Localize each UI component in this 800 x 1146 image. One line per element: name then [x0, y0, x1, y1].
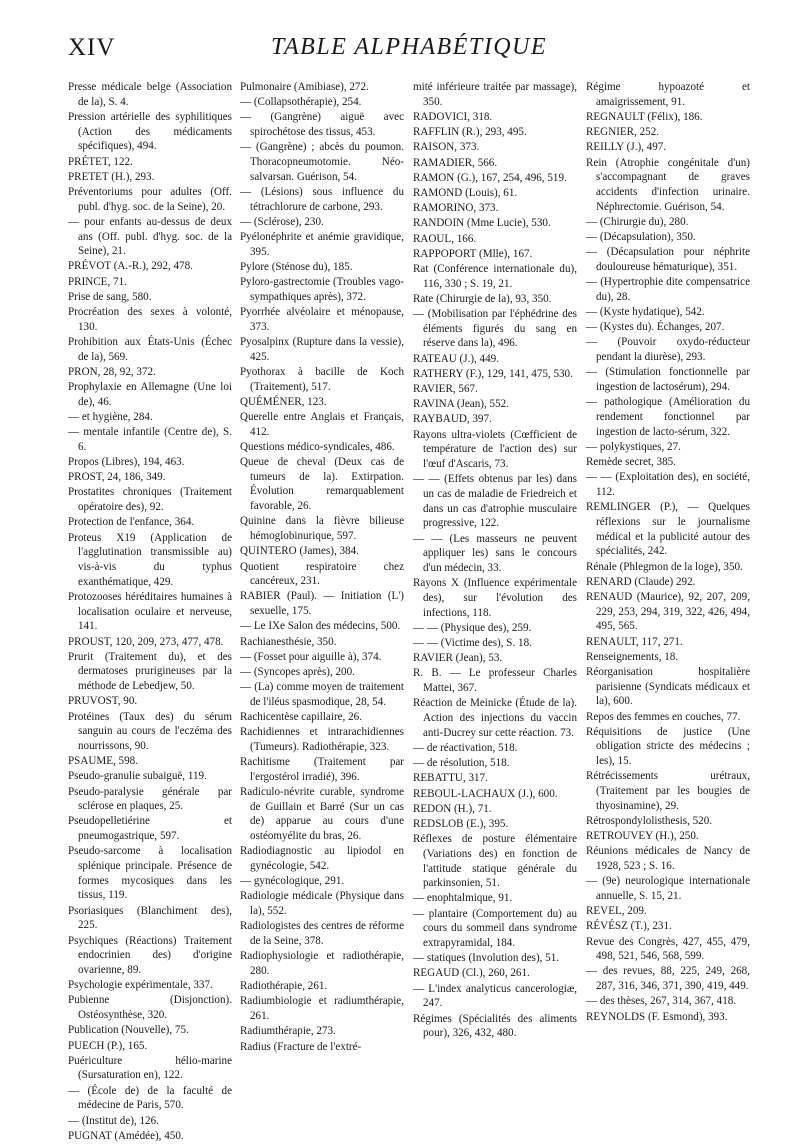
index-entry: Radiothérapie, 261. — [240, 980, 328, 993]
index-entry: REDON (H.), 71. — [413, 802, 492, 815]
index-entry: Radius (Fracture de l'extré- — [240, 1040, 362, 1053]
index-entry: Psoriasiques (Blanchiment des), 225. — [68, 904, 232, 932]
index-entry: Quotient respiratoire chez cancéreux, 231. — [240, 560, 404, 588]
index-entry: QUINTERO (James), 384. — [240, 545, 359, 558]
index-entry: — (9e) neurologique internationale annuelle, S. 15, 21. — [586, 875, 750, 902]
index-entry: Pyorrhée alvéolaire et ménopause, 373. — [240, 306, 404, 333]
index-entry: Revue des Congrès, 427, 455, 479, 498, 521, 546, 568, 599. — [586, 935, 750, 963]
index-entry: — (Gangrène) ; abcès du poumon. Thoracopneumotomie. Néo-salvarsan. Guérison, 54. — [240, 141, 404, 183]
index-entry: Questions médico-syndicales, 486. — [240, 440, 395, 453]
index-entry: — des revues, 88, 225, 249, 268, 287, 316, 346, 371, 390, 419, 449. — [586, 965, 750, 993]
index-entry: mité inférieure traitée par massage), 350. — [413, 81, 577, 108]
index-entry: RENARD (Claude) 292. — [586, 575, 696, 588]
index-entry: Querelle entre Anglais et Français, 412. — [240, 410, 404, 438]
index-entry: Psychiques (Réactions) Traitement endocrinien des) d'origine ovarienne, 89. — [68, 934, 232, 976]
index-entry: — des thèses, 267, 314, 367, 418. — [586, 995, 737, 1008]
index-column-4 — [586, 80, 750, 1025]
index-entry: RATEAU (J.), 449. — [413, 352, 499, 365]
index-entry: Procréation des sexes à volonté, 130. — [68, 306, 232, 333]
index-entry: RAMADIER, 566. — [413, 156, 498, 169]
index-entry: Rachicentèse capillaire, 26. — [240, 711, 362, 724]
index-entry: — — (Exploitation des), en société, 112. — [586, 471, 750, 498]
index-entry: REDSLOB (E.), 395. — [413, 817, 509, 830]
index-entry: Rein (Atrophie congénitale d'un) s'accompagnant de graves accidents d'infection urinaire. Néphrectomie. Guérison, 54. — [586, 156, 750, 213]
index-entry: PUGNAT (Amédée), 450. — [68, 1129, 184, 1142]
index-entry: RAPPOPORT (Mlle), 167. — [413, 247, 533, 260]
index-entry: RETROUVEY (H.), 250. — [586, 830, 699, 843]
index-entry: — (Pouvoir oxydo-réducteur pendant la diurèse), 293. — [586, 336, 750, 364]
index-entry: — de réactivation, 518. — [413, 741, 518, 754]
index-entry: PROUST, 120, 209, 273, 477, 478. — [68, 635, 224, 648]
index-entry: REYNOLDS (F. Esmond), 393. — [586, 1010, 728, 1023]
index-entry: Rachitisme (Traitement par l'ergostérol irradié), 396. — [240, 756, 404, 783]
index-entry: Remède secret, 385. — [586, 456, 676, 469]
index-entry: Prise de sang, 580. — [68, 290, 152, 303]
index-entry: RÉVÉSZ (T.), 231. — [586, 920, 672, 933]
index-entry: — statiques (Involution des), 51. — [413, 952, 560, 965]
index-entry: Radiologie médicale (Physique dans la), 552. — [240, 890, 404, 918]
index-entry: REMLINGER (P.), — Quelques réflexions sur le journalisme médical et la publicité autour des spécialités, 242. — [586, 501, 750, 558]
index-entry: — (Gangrène) aiguë avec spirochétose des tissus, 453. — [240, 111, 404, 139]
index-entry: PRINCE, 71. — [68, 275, 127, 288]
index-entry: REBOUL-LACHAUX (J.), 600. — [413, 787, 558, 800]
index-entry: — Le IXe Salon des médecins, 500. — [240, 620, 401, 633]
index-entry: RAMORINO, 373. — [413, 202, 499, 215]
index-entry: REILLY (J.), 497. — [586, 141, 667, 154]
index-entry: — polykystiques, 27. — [586, 440, 681, 453]
index-entry: Rachianesthésie, 350. — [240, 635, 337, 648]
index-entry: — pathologique (Amélioration du rendement fonctionnel par ingestion de lacto-sérum, 322. — [586, 396, 750, 438]
index-entry: REVEL, 209. — [586, 905, 647, 918]
index-entry: Radiculo-névrite curable, syndrome de Guillain et Barré (Sur un cas de) apparue au cours d'une ostéomyélite du bras, 26. — [240, 786, 404, 843]
index-entry: — (Hypertrophie dite compensatrice du), 28. — [586, 276, 750, 303]
index-entry: Quinine dans la fièvre bilieuse hémoglobinurique, 597. — [240, 515, 404, 543]
index-entry: PRUVOST, 90. — [68, 695, 138, 708]
index-entry: PUECH (P.), 165. — [68, 1039, 148, 1052]
index-entry: Radiumbiologie et radiumthérapie, 261. — [240, 995, 404, 1023]
index-entry: Réaction de Meinicke (Étude de la). Action des injections du vaccin anti-Ducrey sur cette réaction. 73. — [413, 697, 577, 739]
index-entry: — (Lésions) sous influence du tétrachlorure de carbone, 293. — [240, 185, 404, 213]
index-entry: Queue de cheval (Deux cas de tumeurs de la). Extirpation. Évolution remarquablement favorable, 26. — [240, 456, 404, 513]
index-column-2 — [240, 80, 404, 1055]
index-entry: Proteus X19 (Application de l'agglutination transmissible au) vis-à-vis du typhus exanthématique, 429. — [68, 531, 232, 588]
index-entry: Pylore (Sténose du), 185. — [240, 260, 353, 273]
index-entry: RAVIER, 567. — [413, 383, 478, 396]
index-entry: REBATTU, 317. — [413, 772, 488, 785]
index-entry: Rayons X (Influence expérimentale des), sur l'évolution des infections, 118. — [413, 577, 577, 619]
index-entry: RATHERY (F.), 129, 141, 475, 530. — [413, 367, 573, 380]
index-entry: Réorganisation hospitalière parisienne (Syndicats médicaux et la), 600. — [586, 665, 750, 708]
index-entry: — (Sclérose), 230. — [240, 215, 324, 228]
index-entry: RAISON, 373. — [413, 141, 480, 154]
index-entry: Pseudopelletiérine et pneumogastrique, 597. — [68, 815, 232, 843]
index-entry: Prurit (Traitement du), et des dermatoses prurigineuses par la méthode de Lebedjew, 50. — [68, 650, 232, 693]
index-entry: — — (Victime des), S. 18. — [413, 637, 532, 650]
page-number: XIV — [68, 34, 116, 61]
index-entry: — plantaire (Comportement du) au cours du sommeil dans syndrome extrapyramidal, 184. — [413, 907, 577, 950]
index-entry: — mentale infantile (Centre de), S. 6. — [68, 426, 232, 453]
index-entry: Pulmonaire (Amibiase), 272. — [240, 81, 369, 93]
index-entry: Prophylaxie en Allemagne (Une loi de), 46. — [68, 381, 232, 408]
index-entry: Protection de l'enfance, 364. — [68, 516, 195, 529]
index-entry: — gynécologique, 291. — [240, 875, 345, 888]
index-entry: Prohibition aux États-Unis (Échec de la), 569. — [68, 335, 232, 363]
index-entry: — (Fosset pour aiguille à), 374. — [240, 650, 382, 663]
index-entry: Puériculture hélio-marine (Sursaturation en), 122. — [68, 1054, 232, 1082]
index-entry: Pseudo-sarcome à localisation splénique principale. Présence de formes mycosiques dans les tissus, 119. — [68, 845, 232, 902]
index-entry: — (Décapsulation), 350. — [586, 231, 696, 244]
index-column-1 — [68, 80, 232, 1144]
index-entry: RAVIER (Jean), 53. — [413, 652, 503, 665]
index-entry: RAMOND (Louis), 61. — [413, 186, 518, 199]
index-entry: Rénale (Phlegmon de la loge), 350. — [586, 560, 743, 573]
index-entry: REGAUD (Cl.), 260, 261. — [413, 967, 530, 980]
index-entry: RENAUD (Maurice), 92, 207, 209, 229, 253, 294, 319, 322, 426, 494, 495, 565. — [586, 590, 750, 633]
index-entry: RAMON (G.), 167, 254, 496, 519. — [413, 171, 567, 184]
index-entry: Préventoriums pour adultes (Off. publ. d'hyg. soc. de la Seine), 20. — [68, 185, 232, 213]
index-entry: Pseudo-granulie subaiguë, 119. — [68, 770, 207, 783]
index-entry: Radiophysiologie et radiothérapie, 280. — [240, 950, 404, 977]
index-entry: — (Institut de), 126. — [68, 1114, 159, 1127]
index-entry: Régime hypoazoté et amaigrissement, 91. — [586, 81, 750, 108]
index-entry: Pyélonéphrite et anémie gravidique, 395. — [240, 231, 404, 258]
index-entry: Presse médicale belge (Association de la), S. 4. — [68, 81, 232, 108]
index-entry: — (École de) de la faculté de médecine de Paris, 570. — [68, 1084, 232, 1112]
index-entry: — (La) comme moyen de traitement de l'iléus spasmodique, 28, 54. — [240, 681, 404, 708]
index-entry: — enophtalmique, 91. — [413, 892, 513, 905]
index-entry: RAVINA (Jean), 552. — [413, 398, 509, 411]
index-entry: PRÉVOT (A.-R.), 292, 478. — [68, 260, 193, 273]
index-entry: — (Collapsothérapie), 254. — [240, 96, 362, 109]
index-entry: R. B. — Le professeur Charles Mattei, 367. — [413, 667, 577, 695]
index-entry: — et hygiène, 284. — [68, 410, 153, 423]
index-entry: Réunions médicales de Nancy de 1928, 523 ; S. 16. — [586, 845, 750, 873]
index-entry: — — (Les masseurs ne peuvent appliquer les) sans le concours d'un médecin, 33. — [413, 532, 577, 574]
index-entry: RAYBAUD, 397. — [413, 413, 492, 426]
index-entry: — (Syncopes après), 200. — [240, 665, 355, 678]
index-entry: — (Kyste hydatique), 542. — [586, 306, 705, 319]
index-column-3 — [413, 80, 577, 1042]
index-entry: — — (Physique des), 259. — [413, 621, 532, 634]
index-entry: — — (Effets obtenus par les) dans un cas de maladie de Friedreich et dans un cas d'atrophie musculaire progressive, 122. — [413, 473, 577, 530]
index-columns — [68, 80, 768, 1142]
index-entry: — pour enfants au-dessus de deux ans (Off. publ. d'hyg. soc. de la Seine), 21. — [68, 215, 232, 258]
index-entry: — (Décapsulation pour néphrite douloureuse hématurique), 351. — [586, 246, 750, 273]
index-entry: — (Chirurgie du), 280. — [586, 215, 689, 228]
index-entry: Rayons ultra-violets (Cœfficient de température de l'action des) sur l'œuf d'Ascaris, 73. — [413, 428, 577, 471]
index-entry: Rétrospondylolisthesis, 520. — [586, 814, 713, 827]
index-entry: Pyosalpinx (Rupture dans la vessie), 425. — [240, 335, 404, 363]
index-entry: Repos des femmes en couches, 77. — [586, 710, 741, 723]
index-entry: QUÉMÉNER, 123. — [240, 395, 327, 408]
index-entry: Psychologie expérimentale, 337. — [68, 979, 213, 992]
index-entry: RENAULT, 117, 271. — [586, 635, 683, 648]
index-entry: Rat (Conférence internationale du), 116, 330 ; S. 19, 21. — [413, 262, 577, 290]
index-entry: Protéines (Taux des) du sérum sanguin au cours de l'eczéma des nourrissons, 90. — [68, 710, 232, 752]
index-entry: PRÉTET, 122. — [68, 155, 133, 168]
index-entry: — (Kystes du). Échanges, 207. — [586, 321, 725, 334]
index-entry: Rachidiennes et intrarachidiennes (Tumeurs). Radiothérapie, 323. — [240, 726, 404, 753]
index-entry: — (Stimulation fonctionnelle par ingestion de lactosérum), 294. — [586, 366, 750, 394]
index-entry: Propos (Libres), 194, 463. — [68, 456, 185, 469]
index-entry: Pubienne (Disjonction). Ostéosynthèse, 320. — [68, 994, 232, 1022]
index-entry: REGNAULT (Félix), 186. — [586, 110, 703, 123]
index-entry: Réflexes de posture élémentaire (Variations des) en fonction de l'attitude statique générale du parkinsonien, 51. — [413, 833, 577, 890]
index-entry: Radiologistes des centres de réforme de la Seine, 378. — [240, 920, 404, 948]
index-entry: RAFFLIN (R.), 293, 495. — [413, 126, 527, 139]
index-entry: RANDOIN (Mme Lucie), 530. — [413, 217, 551, 230]
index-entry: Radiumthérapie, 273. — [240, 1025, 336, 1038]
index-entry: Renseignements, 18. — [586, 650, 679, 663]
index-entry: PRETET (H.), 293. — [68, 170, 155, 183]
index-entry: PROST, 24, 186, 349. — [68, 471, 166, 484]
index-entry: REGNIER, 252. — [586, 126, 660, 139]
index-entry: RADOVICI, 318. — [413, 110, 493, 123]
index-entry: Publication (Nouvelle), 75. — [68, 1024, 189, 1037]
index-entry: Pyloro-gastrectomie (Troubles vago-sympathiques après), 372. — [240, 276, 404, 303]
index-entry: — de résolution, 518. — [413, 757, 510, 770]
index-entry: Régimes (Spécialités des aliments pour), 326, 432, 480. — [413, 1012, 577, 1040]
index-entry: Pyothorax à bacille de Koch (Traitement), 517. — [240, 365, 404, 393]
index-entry: Réquisitions de justice (Une obligation stricte des médecins ; les), 15. — [586, 725, 750, 768]
index-entry: RAOUL, 166. — [413, 232, 477, 245]
index-entry: Rate (Chirurgie de la), 93, 350. — [413, 292, 552, 305]
index-entry: Pression artérielle des syphilitiques (Action des médicaments spécifiques), 494. — [68, 110, 232, 153]
index-entry: Protozooses héréditaires humaines à localisation oculaire et nerveuse, 141. — [68, 590, 232, 633]
page-header — [68, 34, 750, 70]
index-entry: PSAUME, 598. — [68, 755, 138, 768]
page-title: TABLE ALPHABÉTIQUE — [270, 34, 548, 60]
index-entry: Pseudo-paralysie générale par sclérose en plaques, 25. — [68, 785, 232, 813]
index-entry: — (Mobilisation par l'éphédrine des éléments figurés du sang en réserve dans la), 496. — [413, 308, 577, 350]
index-entry: RABIER (Paul). — Initiation (L') sexuelle, 175. — [240, 590, 404, 618]
index-entry: — L'index analyticus cancerologiæ, 247. — [413, 982, 577, 1010]
index-entry: Radiodiagnostic au lipiodol en gynécologie, 542. — [240, 845, 404, 873]
index-entry: Rétrécissements urétraux, (Traitement par les bougies de thyosinamine), 29. — [586, 770, 750, 812]
index-entry: Prostatites chroniques (Traitement opératoire des), 92. — [68, 486, 232, 514]
index-entry: PRON, 28, 92, 372. — [68, 365, 156, 378]
